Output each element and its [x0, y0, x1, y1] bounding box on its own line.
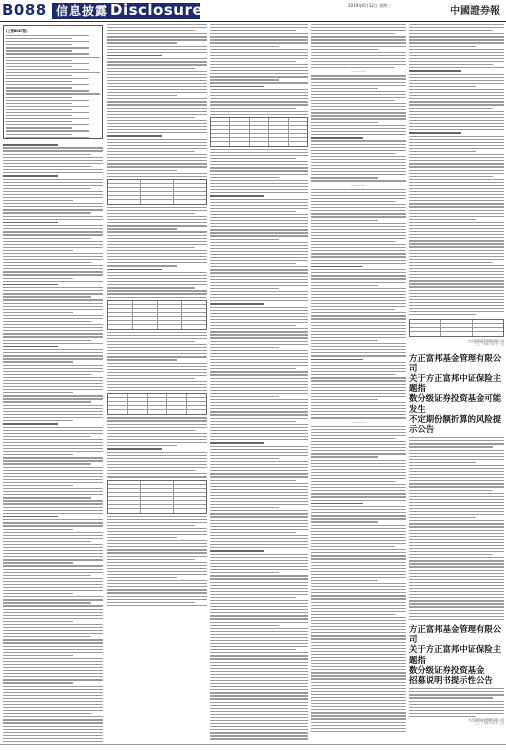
notice-title-line: 关于方正富邦中证保险主题指 — [409, 644, 502, 665]
continuation-lines — [6, 35, 100, 138]
section-title-cn: 信息披露 — [56, 4, 109, 18]
issue-date: 2019年6月12日 星期三 — [348, 3, 392, 8]
notice-title-line: 不定期份额折算的风险提示公告 — [409, 413, 502, 434]
notice-title-1 — [409, 353, 504, 435]
formula-block: ――――― — [351, 419, 366, 424]
column-4-body — [311, 24, 406, 742]
notice-stamp-org: 方正富邦基金管理有限公司 — [467, 339, 504, 344]
notice-stamp-org: 方正富邦基金管理有限公司 — [467, 717, 504, 722]
section-title-en: Disclosure — [110, 1, 204, 19]
notice-stamp-date: 二〇一九年六月十二日 — [473, 342, 504, 347]
formula-block: ――――― — [351, 182, 366, 187]
formula-block: ――――― — [351, 69, 366, 74]
data-table — [210, 117, 308, 147]
notice-title-line: 方正富邦基金管理有限公司 — [409, 623, 502, 645]
masthead — [0, 0, 506, 22]
continuation-box — [3, 25, 103, 139]
notice-title-line: 数分级证券投资基金 — [409, 664, 485, 675]
notice-title-2 — [409, 624, 504, 685]
data-table — [107, 393, 207, 415]
data-table — [107, 480, 207, 514]
newspaper-logo: 中國證券報 — [450, 6, 500, 17]
column-3-body — [210, 24, 308, 742]
notice-title-line: 关于方正富邦中证保险主题指 — [409, 372, 502, 394]
section-banner — [52, 1, 204, 19]
data-table — [409, 319, 504, 337]
footer-rule — [0, 744, 506, 745]
body-text-lines — [3, 144, 103, 742]
notice-title-line: 方正富邦基金管理有限公司 — [409, 352, 502, 373]
data-table — [107, 179, 207, 205]
data-table — [107, 300, 207, 330]
notice-title-line: 数分级证券投资基金可能发生 — [409, 393, 502, 414]
page-number: B088 — [2, 1, 47, 19]
masthead-rule — [0, 21, 506, 22]
column-5-body — [409, 24, 504, 742]
continuation-label: (上接B087版) — [6, 29, 28, 33]
notice-title-line: 招募说明书提示性公告 — [409, 675, 493, 685]
column-1-body — [3, 142, 103, 742]
notice-stamp-date: 二〇一九年六月十二日 — [473, 721, 504, 726]
column-2-body — [107, 24, 207, 742]
